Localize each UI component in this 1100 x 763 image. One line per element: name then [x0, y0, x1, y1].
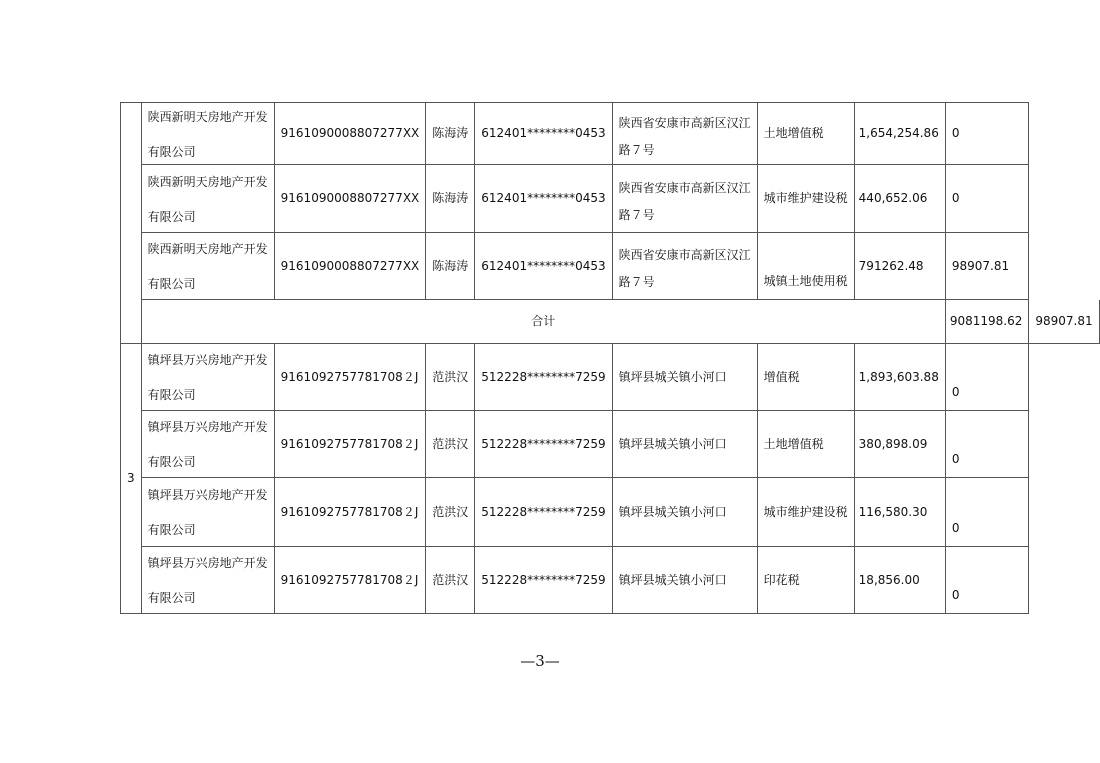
tax-type-cell: 土地增值税 — [757, 103, 854, 165]
company-name: 镇坪县万兴房地产开发 — [147, 488, 268, 502]
company-cell — [141, 344, 274, 411]
id-number-cell: 612401********0453 — [475, 103, 612, 165]
amount-cell: 116,580.30 — [854, 478, 945, 547]
company-name: 镇坪县万兴房地产开发 — [147, 420, 268, 434]
company-cell — [141, 478, 274, 547]
person-cell: 范洪汉 — [426, 411, 475, 478]
address-cell: 镇坪县城关镇小河口 — [612, 344, 757, 411]
amount-cell: 1,654,254.86 — [854, 103, 945, 165]
address-cell — [612, 233, 757, 300]
credit-code-cell: 9161090008807277XX — [274, 165, 426, 233]
address-line: 路７号 — [618, 207, 655, 222]
table-row — [121, 103, 1100, 165]
total-row — [121, 300, 1100, 344]
owed-cell: 0 — [945, 478, 1029, 547]
owed-cell: 0 — [945, 411, 1029, 478]
table-row — [121, 344, 1100, 411]
table-row — [121, 547, 1100, 614]
address-line: 陕西省安康市高新区汉江 — [618, 180, 751, 195]
person-cell: 陈海涛 — [426, 165, 475, 233]
company-cell — [141, 103, 274, 165]
owed-cell: 0 — [945, 103, 1029, 165]
company-name: 镇坪县万兴房地产开发 — [147, 353, 268, 367]
credit-code-cell: 9161092757781708２J — [274, 478, 426, 547]
address-cell: 镇坪县城关镇小河口 — [612, 478, 757, 547]
address-line: 陕西省安康市高新区汉江 — [618, 248, 751, 262]
address-cell: 镇坪县城关镇小河口 — [612, 411, 757, 478]
id-number-cell: 512228********7259 — [475, 344, 612, 411]
company-cell — [141, 547, 274, 614]
tax-type-cell: 印花税 — [757, 547, 854, 614]
table-row — [121, 411, 1100, 478]
company-name: 镇坪县万兴房地产开发 — [147, 556, 268, 570]
person-cell: 范洪汉 — [426, 344, 475, 411]
owed-cell: 0 — [945, 165, 1029, 233]
tax-type-cell: 城市维护建设税 — [757, 478, 854, 547]
person-cell: 陈海涛 — [426, 233, 475, 300]
id-number-cell: 512228********7259 — [475, 411, 612, 478]
address-line: 路７号 — [618, 275, 655, 289]
page-number: —3— — [520, 652, 560, 670]
total-label: 合计 — [141, 300, 945, 344]
company-name: 有限公司 — [147, 388, 196, 402]
company-name: 有限公司 — [147, 277, 196, 291]
id-number-cell: 612401********0453 — [475, 165, 612, 233]
company-name: 陕西新明天房地产开发 — [147, 174, 268, 189]
tax-type-cell: 土地增值税 — [757, 411, 854, 478]
credit-code-cell: 9161090008807277XX — [274, 103, 426, 165]
tax-type-cell: 城市维护建设税 — [757, 165, 854, 233]
address-cell — [612, 103, 757, 165]
tax-type-cell: 增值税 — [757, 344, 854, 411]
person-cell: 陈海涛 — [426, 103, 475, 165]
owed-cell: 0 — [945, 547, 1029, 614]
owed-cell: 98907.81 — [945, 233, 1029, 300]
address-cell: 镇坪县城关镇小河口 — [612, 547, 757, 614]
person-cell: 范洪汉 — [426, 547, 475, 614]
address-line: 陕西省安康市高新区汉江 — [618, 115, 751, 130]
id-number-cell: 512228********7259 — [475, 547, 612, 614]
company-name: 陕西新明天房地产开发 — [147, 109, 268, 124]
company-name: 有限公司 — [147, 144, 196, 159]
company-name: 有限公司 — [147, 209, 196, 224]
id-number-cell: 512228********7259 — [475, 478, 612, 547]
address-line: 路７号 — [618, 142, 655, 157]
company-cell — [141, 165, 274, 233]
credit-code-cell: 9161092757781708２J — [274, 411, 426, 478]
company-name: 有限公司 — [147, 591, 196, 605]
credit-code-cell: 9161092757781708２J — [274, 344, 426, 411]
amount-cell: 1,893,603.88 — [854, 344, 945, 411]
company-cell — [141, 411, 274, 478]
owed-cell: 0 — [945, 344, 1029, 411]
seq-number: 3 — [121, 344, 142, 614]
amount-cell: 791262.48 — [854, 233, 945, 300]
table-row — [121, 233, 1100, 300]
company-name: 有限公司 — [147, 455, 196, 469]
amount-cell: 440,652.06 — [854, 165, 945, 233]
amount-cell: 380,898.09 — [854, 411, 945, 478]
company-cell — [141, 233, 274, 300]
tax-arrears-table — [120, 102, 1100, 614]
company-name: 陕西新明天房地产开发 — [147, 242, 268, 256]
amount-cell: 18,856.00 — [854, 547, 945, 614]
credit-code-cell: 9161092757781708２J — [274, 547, 426, 614]
company-name: 有限公司 — [147, 523, 196, 537]
tax-type-cell: 城镇土地使用税 — [757, 233, 854, 300]
table-row — [121, 165, 1100, 233]
total-owed: 98907.81 — [1029, 300, 1099, 344]
total-amount: 9081198.62 — [945, 300, 1029, 344]
credit-code-cell: 9161090008807277XX — [274, 233, 426, 300]
seq-cell-empty — [121, 103, 142, 344]
person-cell: 范洪汉 — [426, 478, 475, 547]
address-cell — [612, 165, 757, 233]
id-number-cell: 612401********0453 — [475, 233, 612, 300]
table-row — [121, 478, 1100, 547]
